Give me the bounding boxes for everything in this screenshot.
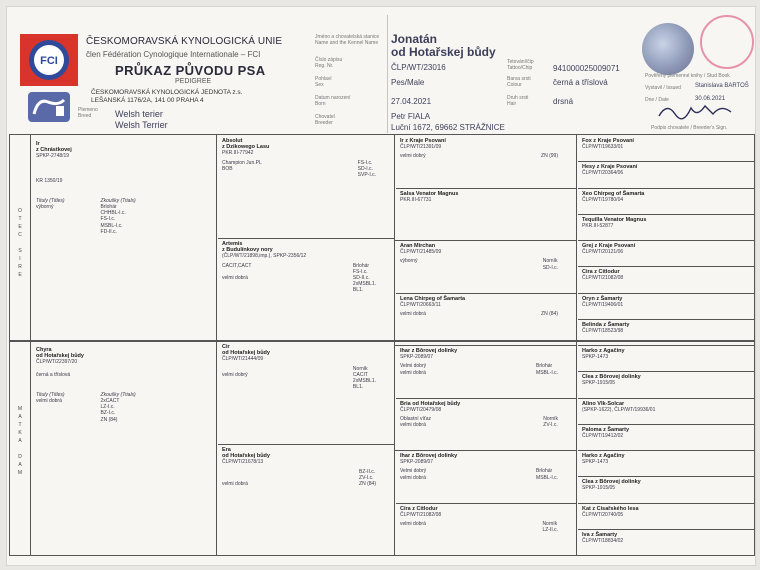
pedigree-ggp-cell — [400, 401, 572, 429]
ancestor-name: Clea z Bôrovej dolinky — [582, 479, 641, 486]
fci-logo-icon — [20, 34, 78, 86]
ancestor-reg: ČLP/WT/20479/08 — [400, 406, 442, 413]
ancestor-name: Paloma z Šamarty — [582, 426, 630, 433]
sire-extra: KR 1350/19 — [36, 177, 63, 184]
dam-cell — [36, 347, 212, 423]
pedigree-gp-cell — [222, 447, 390, 487]
pedigree-gggp-cell — [582, 506, 752, 518]
dam-side-label: M A T K A D A M — [17, 406, 23, 476]
dog-name-line1: Jonatán — [391, 32, 438, 46]
ancestor-name: Cira z Citlodur — [582, 269, 620, 276]
sex-label: Pohlaví Sex — [315, 76, 332, 88]
ancestor-reg: ČLP/WT/21485/09 — [400, 249, 442, 256]
ancestor-name: Xeo Chirpeg of Šamarta — [582, 190, 645, 197]
pedigree-ggp-cell — [400, 138, 572, 160]
ancestor-info: Velmi dobrý velmi dobrá — [400, 468, 427, 481]
ancestor-reg: ČLP/WT/21444/09 — [222, 356, 264, 363]
ancestor-reg: ČLP/WT/20121/06 — [582, 249, 624, 256]
pedigree-gp-cell — [222, 138, 390, 178]
ancestor-name: Tequilla Venator Magnus — [582, 216, 647, 223]
ancestor-reg: PKR.III-77942 — [222, 150, 254, 157]
ancestor-exams: ZN (99) — [541, 153, 558, 160]
sire-exams-label: Zkoušky (Trials) — [100, 197, 136, 204]
ancestor-reg: (ČLP/WT/21898,imp.), SPKP-2356/12 — [222, 253, 307, 260]
ancestor-reg: ČLP/WT/19412/02 — [582, 432, 624, 439]
pedigree-gggp-cell — [582, 348, 752, 360]
sire-name: Ir z Chrástkovej — [36, 141, 72, 154]
ancestor-name: Alino Vlk-Solcar — [582, 400, 625, 407]
pedigree-gggp-cell — [582, 427, 752, 439]
ancestor-exams: Norník CACIT 2xMSBL1. BL1. — [352, 365, 376, 391]
pedigree-certificate — [6, 6, 756, 566]
ancestor-reg: SPKP-1473 — [582, 354, 609, 361]
pedigree-ggp-cell — [400, 191, 572, 206]
ancestor-name: Iva z Šamarty — [582, 531, 618, 538]
pedigree-gggp-cell — [582, 322, 752, 334]
ancestor-name: Cira z Citlodur — [400, 505, 438, 512]
sire-side-label: O T E C S I R E — [18, 208, 22, 278]
breeder-address: Luční 1672, 69662 STRÁŽNICE — [391, 123, 505, 132]
dam-exams-label: Zkoušky (Trials) — [100, 391, 136, 398]
pedigree-table — [9, 134, 755, 556]
org-name: ČESKOMORAVSKÁ KYNOLOGICKÁ UNIE — [86, 36, 283, 47]
chip-number: 941000025009071 — [553, 64, 620, 73]
pedigree-gggp-cell — [582, 269, 752, 281]
hair-value: drsná — [553, 97, 574, 106]
ancestor-name: Absolut z Dzikowego Lasu — [222, 138, 270, 151]
issued-by: Stanislava BARTOŠ — [695, 83, 749, 89]
ancestor-name: Cir od Hotařskej bůdy — [222, 344, 270, 357]
official-stamp-icon — [700, 15, 754, 69]
dam-exams: 2xCACT LZ-I.c. BZ-I.c. ZN (84) — [100, 398, 120, 423]
pedigree-gggp-cell — [582, 479, 752, 491]
ancestor-name: Oryn z Šamarty — [582, 295, 623, 302]
ancestor-exams: FS-I.c. SD-I.c. SVP-I.c. — [357, 159, 376, 179]
breeder-sign-label: Podpis chovatele / Breeder's Sign. — [651, 125, 728, 131]
reg-number: ČLP/WT/23016 — [391, 63, 446, 72]
ancestor-reg: (SPKP-1622), ČLP/WT/19936/01 — [582, 406, 656, 413]
ancestor-reg: ČLP/WT/21082/08 — [582, 275, 624, 282]
studbook-label: Pověřený plemenné knihy / Stud Book — [645, 73, 730, 79]
ancestor-reg: ČLP/WT/19780/04 — [582, 196, 624, 203]
ancestor-reg: ČLP/WT/21391/09 — [400, 144, 442, 151]
ancestor-name: Salsa Venator Magnus — [400, 190, 459, 197]
pedigree-gp-cell — [222, 344, 390, 390]
ancestor-reg: SPKP-1915/05 — [582, 380, 616, 387]
ancestor-reg: SPKP-1915/05 — [582, 485, 616, 492]
ancestor-exams: Brlohár MSBL-I.c. — [536, 468, 558, 481]
dog-name-label: Jméno a chovatelská stanice Name and the Kennel Name — [315, 34, 380, 46]
pedigree-gggp-cell — [582, 374, 752, 386]
date-label: Dne / Date — [645, 97, 669, 103]
ancestor-info: velmi dobrá — [222, 481, 248, 488]
ancestor-reg: ČLP/WT/20663/11 — [400, 301, 441, 308]
dam-titles-label: Tituly (Titles) — [36, 391, 65, 398]
ancestor-name: Ihar z Bôrovej dolinky — [400, 348, 458, 354]
pedigree-ggp-cell — [400, 243, 572, 271]
header-divider — [387, 15, 388, 133]
ancestor-reg: ČLP/WT/18834/02 — [582, 537, 624, 544]
ancestor-reg: SPKP-2089/07 — [400, 459, 434, 466]
ancestor-info: Oblastní víťaz velmi dobrá — [400, 415, 432, 429]
ancestor-info: Champion Jun.PL BOB — [222, 159, 262, 172]
pedigree-gggp-cell — [582, 296, 752, 308]
ancestor-name: Belinda z Šamarty — [582, 321, 630, 328]
pedigree-gggp-cell — [582, 453, 752, 465]
ancestor-name: Clea z Bôrovej dolinky — [582, 374, 641, 381]
ancestor-name: Harko z Agačiny — [582, 348, 625, 354]
ancestor-reg: ČLP/WT/18523/98 — [582, 327, 624, 334]
ancestor-name: Kat z Cisařského lesa — [582, 505, 639, 512]
ancestor-reg: ČLP/WT/20364/06 — [582, 170, 624, 177]
ancestor-name: Artemis z Budulínkovy nory — [222, 241, 273, 254]
document-title: PRŮKAZ PŮVODU PSA — [115, 63, 266, 78]
ancestor-exams: BZ-II.c. ZV-I.c. ZN (84) — [359, 468, 376, 488]
pedigree-gggp-cell — [582, 217, 752, 229]
ancestor-reg: SPKP-1473 — [582, 459, 609, 466]
ancestor-exams: Brlohár FS-I.c. SD-II.c. 2xMSBL1. BL1. — [352, 262, 376, 294]
pedigree-gggp-cell — [582, 532, 752, 544]
breed-en: Welsh Terrier — [115, 120, 168, 130]
ancestor-info: velmi dobrá — [400, 310, 426, 317]
pedigree-ggp-cell — [400, 453, 572, 481]
sire-exams: Brlohár CHHBL-I.c. FS-I.c. MSBL-I.c. FD-II.c. — [100, 204, 126, 235]
ancestor-info: velmi dobrý — [400, 153, 426, 160]
pedigree-gggp-cell — [582, 164, 752, 176]
ancestor-name: Harko z Agačiny — [582, 453, 625, 459]
ancestor-info: velmi dobrý — [222, 371, 248, 378]
issue-date: 30.06.2021 — [695, 96, 726, 102]
chip-label: Tetování/čip Tattoo/Chip — [507, 59, 534, 71]
pedigree-ggp-cell — [400, 348, 572, 376]
dam-titles: velmi dobrá — [36, 398, 62, 405]
dam-reg: ČLP/WT/22397/20 — [36, 359, 78, 366]
ancestor-name: Aran Mirchan — [400, 243, 436, 249]
breeder-name: Petr FIALA — [391, 112, 431, 121]
document-subtitle: PEDIGREE — [175, 78, 212, 85]
ancestor-info: CACIT,CACT velmi dobrá — [222, 262, 252, 282]
breed-cz: Welsh terier — [115, 109, 163, 119]
reg-label: Číslo zápisu Reg. Nr. — [315, 57, 343, 69]
ancestor-name: Hesy z Kraje Psovaní — [582, 164, 638, 171]
color-value: černá a tříslová — [553, 78, 608, 87]
ancestor-name: Lena Chirpeg of Šamarta — [400, 295, 466, 302]
issuer-name: ČESKOMORAVSKÁ KYNOLOGICKÁ JEDNOTA z.s. — [91, 89, 243, 96]
dog-name-line2: od Hotařskej bůdy — [391, 45, 496, 59]
ancestor-name: Era od Hotařskej bůdy — [222, 447, 270, 460]
color-label: Barva srsti Colour — [507, 76, 531, 88]
sire-cell — [36, 141, 212, 235]
hologram-stamp-icon — [642, 23, 694, 75]
ancestor-name: Bria od Hotařskej bůdy — [400, 400, 461, 407]
pedigree-gp-cell — [222, 241, 390, 294]
sire-titles-label: Tituly (Titles) — [36, 197, 65, 204]
dam-extra: černá a tříslová — [36, 371, 71, 378]
org-membership: člen Fédération Cynologique Internationale – FCI — [86, 50, 261, 59]
ancestor-reg: ČLP/WT/21082/08 — [400, 511, 442, 518]
ancestor-name: Ir z Kraje Psovaní — [400, 138, 446, 144]
ancestor-reg: ČLP/WT/21678/13 — [222, 459, 264, 466]
issuer-address: LEŠANSKÁ 1176/2A, 141 00 PRAHA 4 — [91, 97, 204, 104]
dob-value: 27.04.2021 — [391, 97, 432, 106]
pedigree-gggp-cell — [582, 243, 752, 255]
issued-label: Vystavil / Issued — [645, 85, 681, 91]
ancestor-reg: ČLP/WT/20740/05 — [582, 511, 624, 518]
cmkj-logo-icon — [28, 92, 70, 122]
ancestor-exams: Norník SD-I.c. — [542, 258, 558, 271]
ancestor-name: Ihar z Bôrovej dolinky — [400, 453, 458, 459]
sire-titles: výborný — [36, 204, 54, 211]
sire-reg: SPKP-2748/19 — [36, 153, 70, 160]
ancestor-exams: ZN (84) — [541, 310, 558, 317]
pedigree-gggp-cell — [582, 401, 752, 413]
ancestor-exams: Brlohár MSBL-I.c. — [536, 363, 558, 376]
ancestor-info: výborný — [400, 258, 418, 265]
ancestor-info: velmi dobrá — [400, 520, 426, 527]
pedigree-ggp-cell — [400, 506, 572, 534]
pedigree-ggp-cell — [400, 296, 572, 318]
pedigree-gggp-cell — [582, 138, 752, 150]
ancestor-exams: Norník ZV-I.c. — [543, 415, 558, 429]
ancestor-name: Grej z Kraje Psovaní — [582, 243, 636, 249]
signature-icon — [657, 100, 737, 122]
hair-label: Druh srsti Hair — [507, 95, 529, 107]
ancestor-reg: ČLP/WT/19633/01 — [582, 144, 624, 151]
dob-label: Datum narození Born — [315, 95, 351, 107]
ancestor-reg: PKR.III-67731 — [400, 196, 432, 203]
ancestor-reg: ČLP/WT/19406/01 — [582, 301, 624, 308]
ancestor-info: Velmi dobrý velmi dobrá — [400, 363, 427, 376]
ancestor-reg: PKR.III-52877 — [582, 222, 614, 229]
ancestor-reg: SPKP-2089/07 — [400, 354, 434, 361]
breeder-label: Chovatel Breeder — [315, 114, 335, 126]
pedigree-gggp-cell — [582, 191, 752, 203]
ancestor-exams: Norník LZ-II.c. — [542, 520, 558, 534]
fci-logo-text: FCI — [40, 55, 58, 67]
ancestor-name: Fox z Kraje Psovaní — [582, 138, 634, 144]
dam-name: Chyra od Hotařskej bůdy — [36, 347, 84, 360]
breed-label: Plemeno Breed — [78, 107, 98, 119]
sex-value: Pes/Male — [391, 78, 425, 87]
